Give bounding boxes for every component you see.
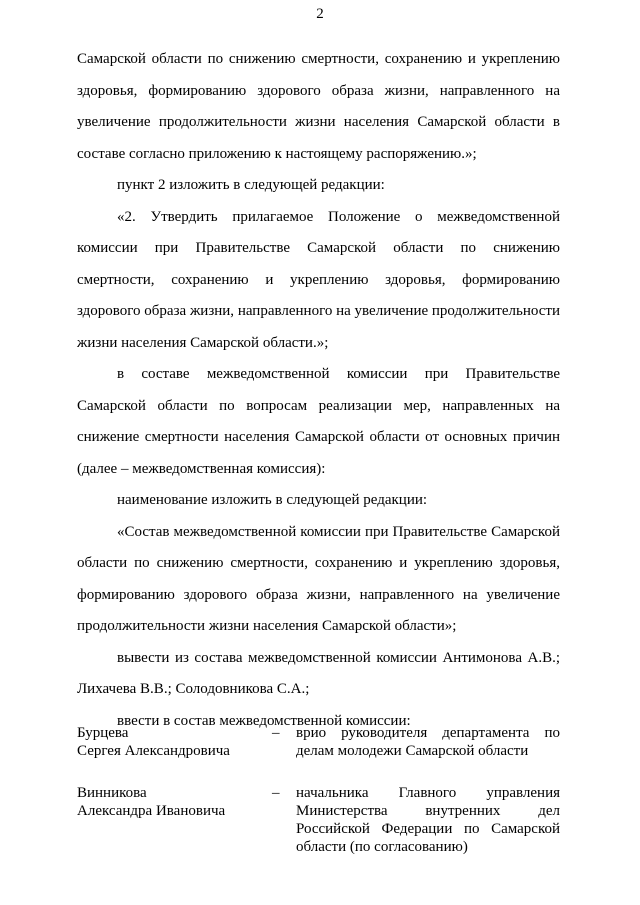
member-given-names: Сергея Александровича xyxy=(77,743,230,759)
member-role-line: врио руководителя департамента по xyxy=(296,725,560,741)
paragraph-7: вывести из состава межведомственной комиссии Антимонова А.В.; Лихачева В.В.; Солодовникова С.А.; xyxy=(77,649,560,697)
commission-members-list xyxy=(77,724,560,880)
paragraph-2: пункт 2 изложить в следующей редакции: xyxy=(117,177,385,193)
member-role-line: Российской Федерации по Самарской xyxy=(296,821,560,837)
member-dash: – xyxy=(272,725,280,741)
member-surname: Винникова xyxy=(77,785,147,801)
member-role xyxy=(296,784,560,856)
document-body xyxy=(77,44,560,737)
paragraph-5: наименование изложить в следующей редакции: xyxy=(117,492,428,508)
paragraph-1: Самарской области по снижению смертности, сохранению и укреплению здоровья, формированию здорового образа жизни, направленного на увеличение продолжительности жизни населения Самарской области в составе согласно приложению к настоящему распоряжению.»; xyxy=(77,51,560,162)
member-dash: – xyxy=(272,785,280,801)
member-entry xyxy=(77,784,560,856)
paragraph-4: в составе межведомственной комиссии при Правительстве Самарской области по вопросам реализации мер, направленных на снижение смертности населения Самарской области от основных причин (далее – межведомственная комиссия): xyxy=(77,366,560,477)
member-role-line: области (по согласованию) xyxy=(296,839,468,855)
member-role-line: Министерства внутренних дел xyxy=(296,803,560,819)
member-role xyxy=(296,724,560,760)
member-name xyxy=(77,724,272,760)
member-role-line: делам молодежи Самарской области xyxy=(296,743,529,759)
paragraph-3: «2. Утвердить прилагаемое Положение о межведомственной комиссии при Правительстве Самарской области по снижению смертности, сохранению и укреплению здоровья, формированию здорового образа жизни, направленного на увеличение продолжительности жизни населения Самарской области.»; xyxy=(77,208,560,351)
member-entry xyxy=(77,724,560,760)
member-surname: Бурцева xyxy=(77,725,129,741)
member-given-names: Александра Ивановича xyxy=(77,803,226,819)
member-name xyxy=(77,784,272,856)
member-role-line: начальника Главного управления xyxy=(296,785,560,801)
page-number: 2 xyxy=(316,6,324,22)
paragraph-8: ввести в состав межведомственной комиссии: xyxy=(117,712,411,729)
paragraph-6: «Состав межведомственной комиссии при Правительстве Самарской области по снижению смертности, сохранению и укреплению здоровья, формированию здорового образа жизни, направленного на увеличение продолжительности жизни населения Самарской области»; xyxy=(77,523,560,634)
